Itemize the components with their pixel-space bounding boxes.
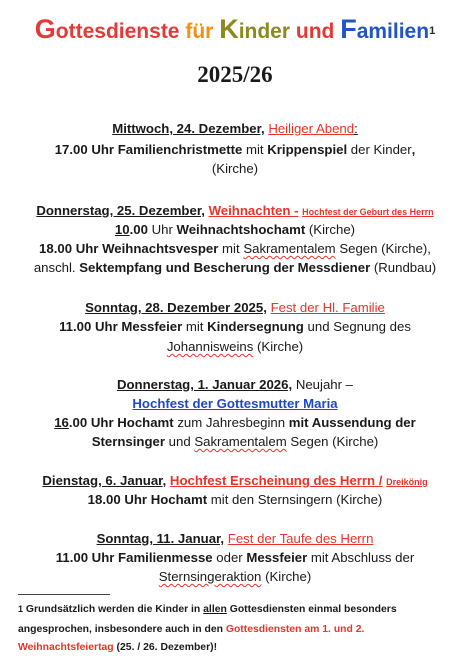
event-4-feast-line (0, 395, 470, 413)
event-2-hour: 10 (114, 222, 130, 237)
event-2-detail-3 (0, 259, 470, 277)
title-word-kinder: inder (238, 20, 291, 43)
title-word-fur: für (185, 20, 214, 43)
event-1-comma: , (411, 142, 416, 157)
event-3-text-tail: und Segnung des (303, 319, 411, 334)
event-4-time: .00 Uhr Hochamt (68, 415, 174, 430)
event-2-vesper: Weihnachtsvesper (102, 241, 219, 256)
event-5-time: 18.00 Uhr Hochamt (87, 492, 208, 507)
event-4-date-line (0, 376, 470, 394)
event-1-highlight: Krippenspiel (267, 142, 348, 157)
event-2-vesper-time: 18.00 Uhr (39, 241, 99, 256)
year-heading: 2025/26 (197, 62, 273, 87)
page-title (0, 16, 470, 45)
event-2-date-line (0, 202, 470, 221)
event-3-feast: Fest der Hl. Familie (270, 300, 385, 315)
event-4-neujahr: Neujahr – (292, 377, 354, 392)
title-initial-f: F (340, 14, 357, 44)
event-6-detail (0, 549, 470, 567)
event-1-detail (0, 141, 470, 159)
event-1-feast: Heiliger Abend (268, 121, 355, 136)
title-initial-g: G (34, 14, 56, 44)
event-6-text-tail: mit Abschluss der (307, 550, 415, 565)
event-5-date-line (0, 472, 470, 491)
event-6-sternsingeraktion: Sternsingeraktion (158, 569, 262, 584)
event-6-oder: oder (212, 550, 247, 565)
event-3-date-line (0, 299, 470, 317)
event-2-text: Uhr (147, 222, 177, 237)
event-2-highlight: Weihnachtshochamt (176, 222, 306, 237)
event-3-date: Sonntag, 28. Dezember 2025, (85, 300, 267, 315)
title-footnote-mark: 1 (429, 25, 436, 37)
event-5-feast-sub: Dreikönig (386, 477, 428, 487)
event-6-date-line (0, 530, 470, 548)
event-4-text: zum Jahresbeginn (173, 415, 289, 430)
event-4-feast: Hochfest der Gottesmutter Maria (132, 396, 338, 411)
title-word-familien: amilien (356, 20, 430, 43)
event-2-vesper-tail: Segen (Kirche), (335, 241, 431, 256)
event-2-sektempfang: Sektempfang und Bescherung der Messdiener (79, 260, 371, 275)
footnote-text-c-tail: (25. / 26. Dezember)! (113, 642, 218, 653)
title-initial-k: K (219, 14, 239, 44)
event-2-rundbau: (Rundbau) (370, 260, 437, 275)
event-2-minutes: .00 (129, 222, 148, 237)
event-1-date: Mittwoch, 24. Dezember, (112, 121, 265, 136)
event-4-detail (0, 414, 470, 432)
footnote-text-b-red: Gottesdiensten am 1. und 2. (225, 624, 365, 635)
event-4-location: Segen (Kirche) (286, 434, 379, 449)
event-1-text-tail: der Kinder (347, 142, 412, 157)
event-1-date-line (0, 120, 470, 138)
event-1-colon: : (354, 121, 358, 136)
event-4-sternsinger: Sternsinger (91, 434, 165, 449)
footnote-line-1 (18, 602, 458, 618)
footnote-allen: allen (203, 604, 227, 615)
event-4-hour: 16 (54, 415, 69, 430)
event-3-highlight: Kindersegnung (207, 319, 304, 334)
title-word-und: und (295, 20, 335, 43)
footnote-text-b: angesprochen, insbesondere auch in den (18, 624, 226, 635)
event-3-detail (0, 318, 470, 336)
event-2-location: (Kirche) (305, 222, 356, 237)
event-6-feast: Fest der Taufe des Herrn (227, 531, 374, 546)
event-1-time: 17.00 Uhr Familienchristmette (54, 142, 243, 157)
event-4-highlight: mit Aussendung der (288, 415, 416, 430)
footnote-number: 1 (18, 604, 24, 614)
footnote-text-c-red: Weihnachtsfeiertag (18, 642, 114, 653)
event-3-detail-2 (0, 338, 470, 356)
event-2-vesper-text: mit (218, 241, 244, 256)
event-3-location: (Kirche) (253, 339, 304, 354)
event-5-text: mit den Sternsingern (Kirche) (207, 492, 383, 507)
event-6-location: (Kirche) (261, 569, 312, 584)
event-4-date: Donnerstag, 1. Januar 2026, (116, 377, 293, 392)
event-5-detail (0, 491, 470, 509)
event-1-text: mit (242, 142, 268, 157)
footnote-divider (18, 594, 110, 595)
event-2-sakramentalem: Sakramentalem (243, 241, 336, 256)
event-2-date: Donnerstag, 25. Dezember, (36, 203, 205, 218)
event-6-date: Sonntag, 11. Januar, (96, 531, 225, 546)
event-2-feast-sub: Hochfest der Geburt des Herrn (302, 207, 434, 217)
event-4-und: und (164, 434, 195, 449)
event-1-location: (Kirche) (211, 161, 259, 176)
event-2-detail-2 (0, 240, 470, 258)
event-5-feast: Hochfest Erscheinung des Herrn / (169, 473, 383, 488)
event-4-detail-2 (0, 433, 470, 451)
footnote-line-2 (18, 622, 458, 638)
event-2-feast: Weihnachten - (208, 203, 299, 218)
footnote-text-a: Grundsätzlich werden die Kinder in (23, 604, 204, 615)
event-4-sakramentalem: Sakramentalem (194, 434, 287, 449)
title-word-gottesdienste: ottesdienste (55, 20, 180, 43)
event-6-highlight: Messfeier (246, 550, 308, 565)
event-6-time: 11.00 Uhr Familienmesse (55, 550, 213, 565)
footnote-line-3 (18, 640, 458, 656)
event-5-date: Dienstag, 6. Januar, (42, 473, 167, 488)
event-3-text: mit (182, 319, 208, 334)
event-3-time: 11.00 Uhr Messfeier (59, 319, 183, 334)
footnote-text-a-tail: Gottesdiensten einmal besonders (226, 604, 397, 615)
event-3-johannisweins: Johannisweins (166, 339, 254, 354)
event-2-detail-1 (0, 221, 470, 239)
event-6-detail-2 (0, 568, 470, 586)
event-2-anschl: anschl. (33, 260, 80, 275)
